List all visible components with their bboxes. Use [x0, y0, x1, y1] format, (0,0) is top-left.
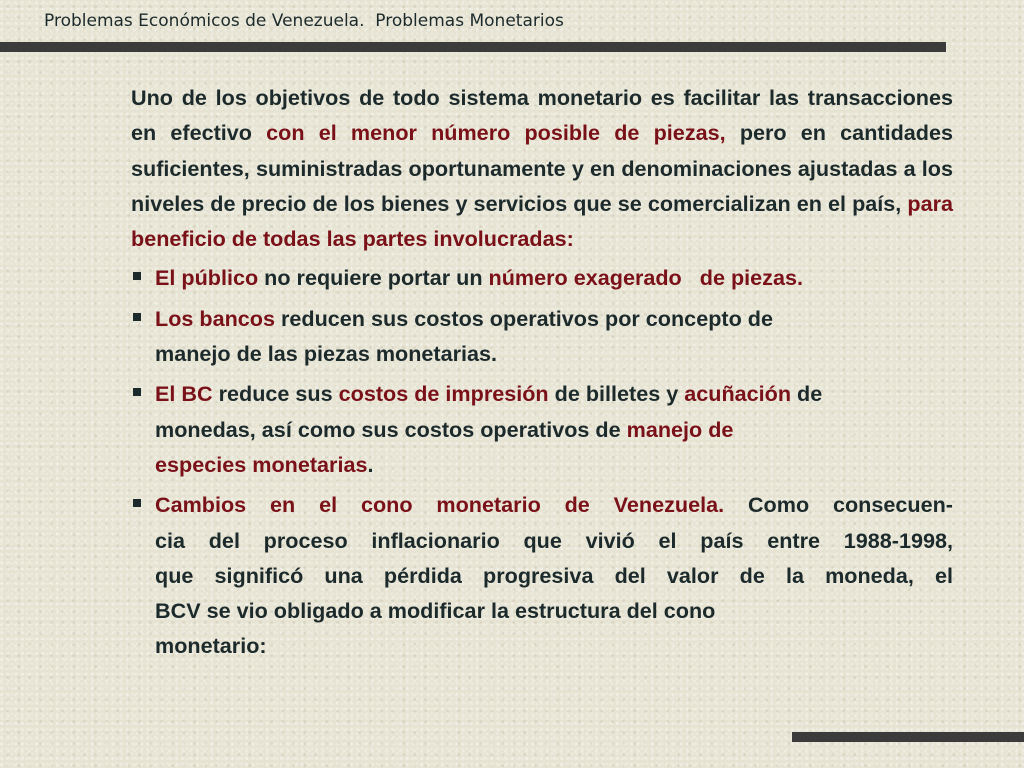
bullet-bancos [131, 301, 953, 372]
bullet-cono-line-1 [155, 487, 953, 522]
bullet-cono-line-3: que significó una pérdida progresiva del valor de la moneda, el [155, 562, 953, 588]
bullet-cono [131, 487, 953, 663]
bullet-bc-line-3 [155, 447, 953, 482]
bullet-publico-text-1: no requiere portar un [258, 265, 489, 291]
intro-text-1: Uno de los objetivos de todo sistema monetario es facilitar las transacciones en efectivo [131, 85, 953, 146]
bullet-bc-text-1: reduce sus [212, 381, 339, 407]
bullet-cono-text-1: Como consecuen- [724, 492, 953, 518]
bullet-publico [131, 260, 953, 295]
bullet-cono-line-2: cia del proceso inflacionario que vivió el país entre 1988-1998, [155, 527, 953, 553]
bullet-bc-highlight-1: El BC [155, 381, 213, 407]
top-divider [0, 42, 946, 52]
bullet-publico-line [155, 260, 953, 295]
bullet-cono-highlight-1: Cambios en el cono monetario de Venezuela. [155, 492, 725, 518]
bullet-bc-text-5: . [367, 451, 374, 477]
bullet-bc-line-1 [155, 376, 953, 411]
bullet-bancos-highlight-1: Los bancos [155, 305, 275, 331]
bullet-bancos-line-1 [155, 301, 953, 336]
bullet-bc-line-2 [155, 412, 953, 447]
bullet-bc [131, 376, 953, 482]
bullet-bc-text-3: de [791, 381, 823, 407]
bullet-publico-highlight-1: El público [155, 265, 259, 291]
intro-highlight-2: para beneficio de todas las partes involucradas: [131, 190, 953, 252]
slide-header: Problemas Económicos de Venezuela. Problemas Monetarios [44, 11, 564, 31]
bullet-bc-text-4: monedas, así como sus costos operativos de [155, 416, 627, 442]
square-bullet-icon [133, 313, 141, 321]
bullet-publico-text-2 [682, 265, 700, 290]
bullet-bancos-line-2: manejo de las piezas monetarias. [155, 341, 498, 367]
square-bullet-icon [133, 388, 141, 396]
slide-body [131, 80, 953, 669]
bullet-publico-highlight-2: número exagerado [488, 265, 682, 291]
bullet-bc-text-2: de billetes y [548, 381, 685, 407]
bullet-bc-highlight-5: especies monetarias [155, 451, 368, 477]
bullet-bancos-text-1: reducen sus costos operativos por concepto de [275, 305, 773, 331]
intro-paragraph [131, 80, 953, 256]
bullet-bc-highlight-4: manejo de [626, 416, 734, 442]
bullet-cono-line-4: BCV se vio obligado a modificar la estructura del cono [155, 598, 716, 624]
bullet-bc-highlight-2: costos de impresión [338, 381, 549, 407]
bullet-bc-highlight-3: acuñación [684, 381, 792, 407]
bullet-publico-highlight-3: de piezas. [699, 265, 803, 291]
bottom-divider [792, 732, 1024, 742]
square-bullet-icon [133, 272, 141, 280]
intro-text-2: pero en cantidades suficientes, suministradas oportunamente y en denominaciones ajustadas a los niveles de precio de los bienes y servicios que se comercializan en el país, [131, 120, 953, 216]
intro-highlight-1: con el menor número posible de piezas, [266, 120, 726, 146]
square-bullet-icon [133, 499, 141, 507]
bullet-cono-line-5: monetario: [155, 633, 267, 659]
